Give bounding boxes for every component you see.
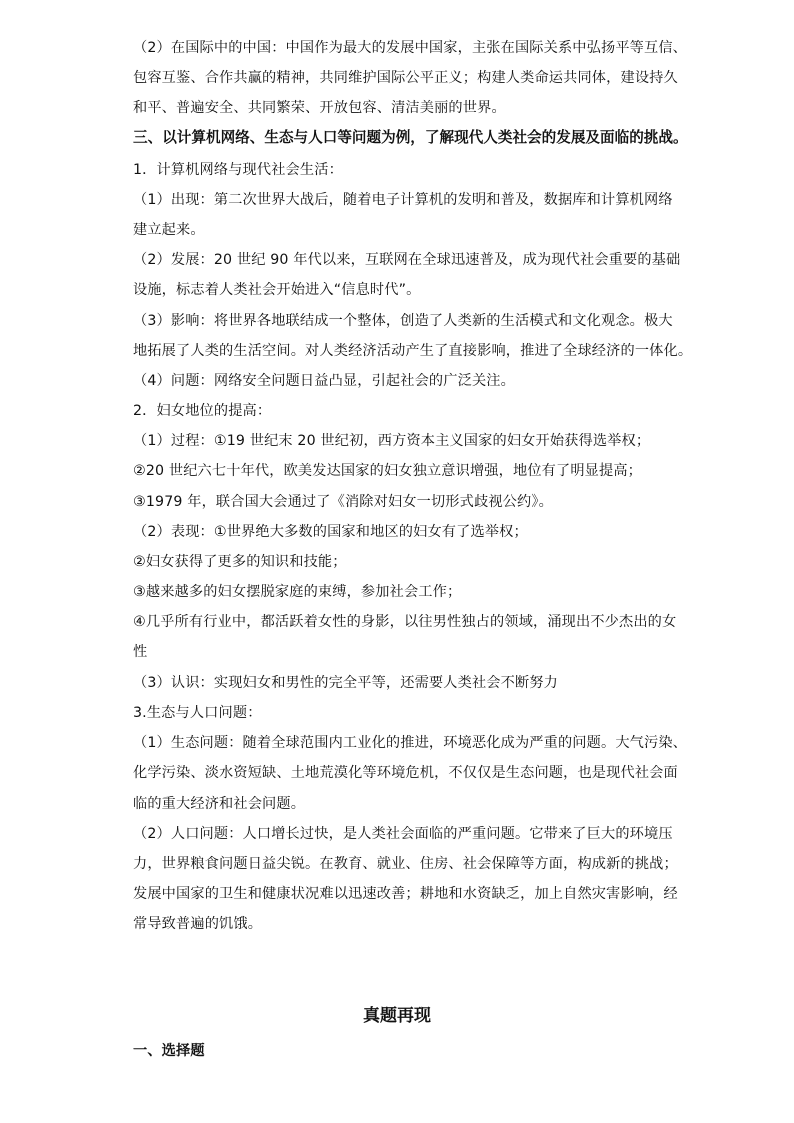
paragraph-line: ③越来越多的妇女摆脱家庭的束缚，参加社会工作； (133, 584, 462, 600)
paragraph-line: ④几乎所有行业中，都活跃着女性的身影，以往男性独占的领域，涌现出不少杰出的女 (133, 614, 677, 630)
paragraph-line: （4）问题：网络安全问题日益凸显，引起社会的广泛关注。 (133, 373, 515, 389)
paragraph-line: 化学污染、淡水资短缺、土地荒漠化等环境危机，不仅仅是生态问题，也是现代社会面 (133, 765, 678, 781)
paragraph-line: 设施，标志着人类社会开始进入“信息时代”。 (133, 282, 421, 298)
paragraph-line: （3）认识：实现妇女和男性的完全平等，还需要人类社会不断努力 (133, 675, 558, 691)
paragraph-line: （3）影响：将世界各地联结成一个整体，创造了人类新的生活模式和文化观念。极大 (133, 313, 673, 329)
paragraph-line: 常导致普遍的饥饿。 (133, 916, 263, 932)
paragraph-line: 1．计算机网络与现代社会生活： (133, 162, 343, 178)
paragraph-line: ②20 世纪六七十年代，欧美发达国家的妇女独立意识增强，地位有了明显提高； (133, 463, 643, 479)
paragraph-line: 3.生态与人口问题： (133, 705, 262, 721)
paragraph-line: 力，世界粮食问题日益尖锐。在教育、就业、住房、社会保障等方面，构成新的挑战； (133, 856, 678, 872)
paragraph-line: 临的重大经济和社会问题。 (133, 796, 306, 812)
paragraph-line: （2）表现：①世界绝大多数的国家和地区的妇女有了选举权； (133, 524, 528, 540)
paragraph-line: 包容互鉴、合作共赢的精神，共同维护国际公平正义；构建人类命运共同体，建设持久 (133, 70, 678, 86)
paragraph-line: ②妇女获得了更多的知识和技能； (133, 554, 347, 570)
section-title: 真题再现 (363, 1006, 431, 1026)
paragraph-line: （2）在国际中的中国：中国作为最大的发展中国家，主张在国际关系中弘扬平等互信、 (133, 40, 688, 56)
paragraph-line: （2）发展：20 世纪 90 年代以来，互联网在全球迅速普及，成为现代社会重要的基础 (133, 252, 681, 268)
paragraph-line: 2．妇女地位的提高： (133, 403, 272, 419)
paragraph-line: （1）过程：①19 世纪末 20 世纪初，西方资本主义国家的妇女开始获得选举权； (133, 433, 651, 449)
paragraph-line: （2）人口问题：人口增长过快，是人类社会面临的严重问题。它带来了巨大的环境压 (133, 826, 673, 842)
section-heading: 三、以计算机网络、生态与人口等问题为例，了解现代人类社会的发展及面临的挑战。 (133, 129, 688, 146)
subsection-heading: 一、选择题 (133, 1043, 205, 1059)
paragraph-line: （1）生态问题：随着全球范围内工业化的推进，环境恶化成为严重的问题。大气污染、 (133, 735, 688, 751)
paragraph-line: 建立起来。 (133, 222, 205, 238)
paragraph-line: ③1979 年，联合国大会通过了《消除对妇女一切形式歧视公约》。 (133, 494, 553, 510)
paragraph-line: （1）出现：第二次世界大战后，随着电子计算机的发明和普及，数据库和计算机网络 (133, 192, 673, 208)
paragraph-line: 发展中国家的卫生和健康状况难以迅速改善；耕地和水资缺乏，加上自然灾害影响，经 (133, 886, 678, 902)
paragraph-line: 和平、普遍安全、共同繁荣、开放包容、清洁美丽的世界。 (133, 100, 506, 116)
paragraph-line: 地拓展了人类的生活空间。对人类经济活动产生了直接影响，推进了全球经济的一体化。 (133, 343, 693, 359)
paragraph-line: 性 (133, 644, 148, 660)
